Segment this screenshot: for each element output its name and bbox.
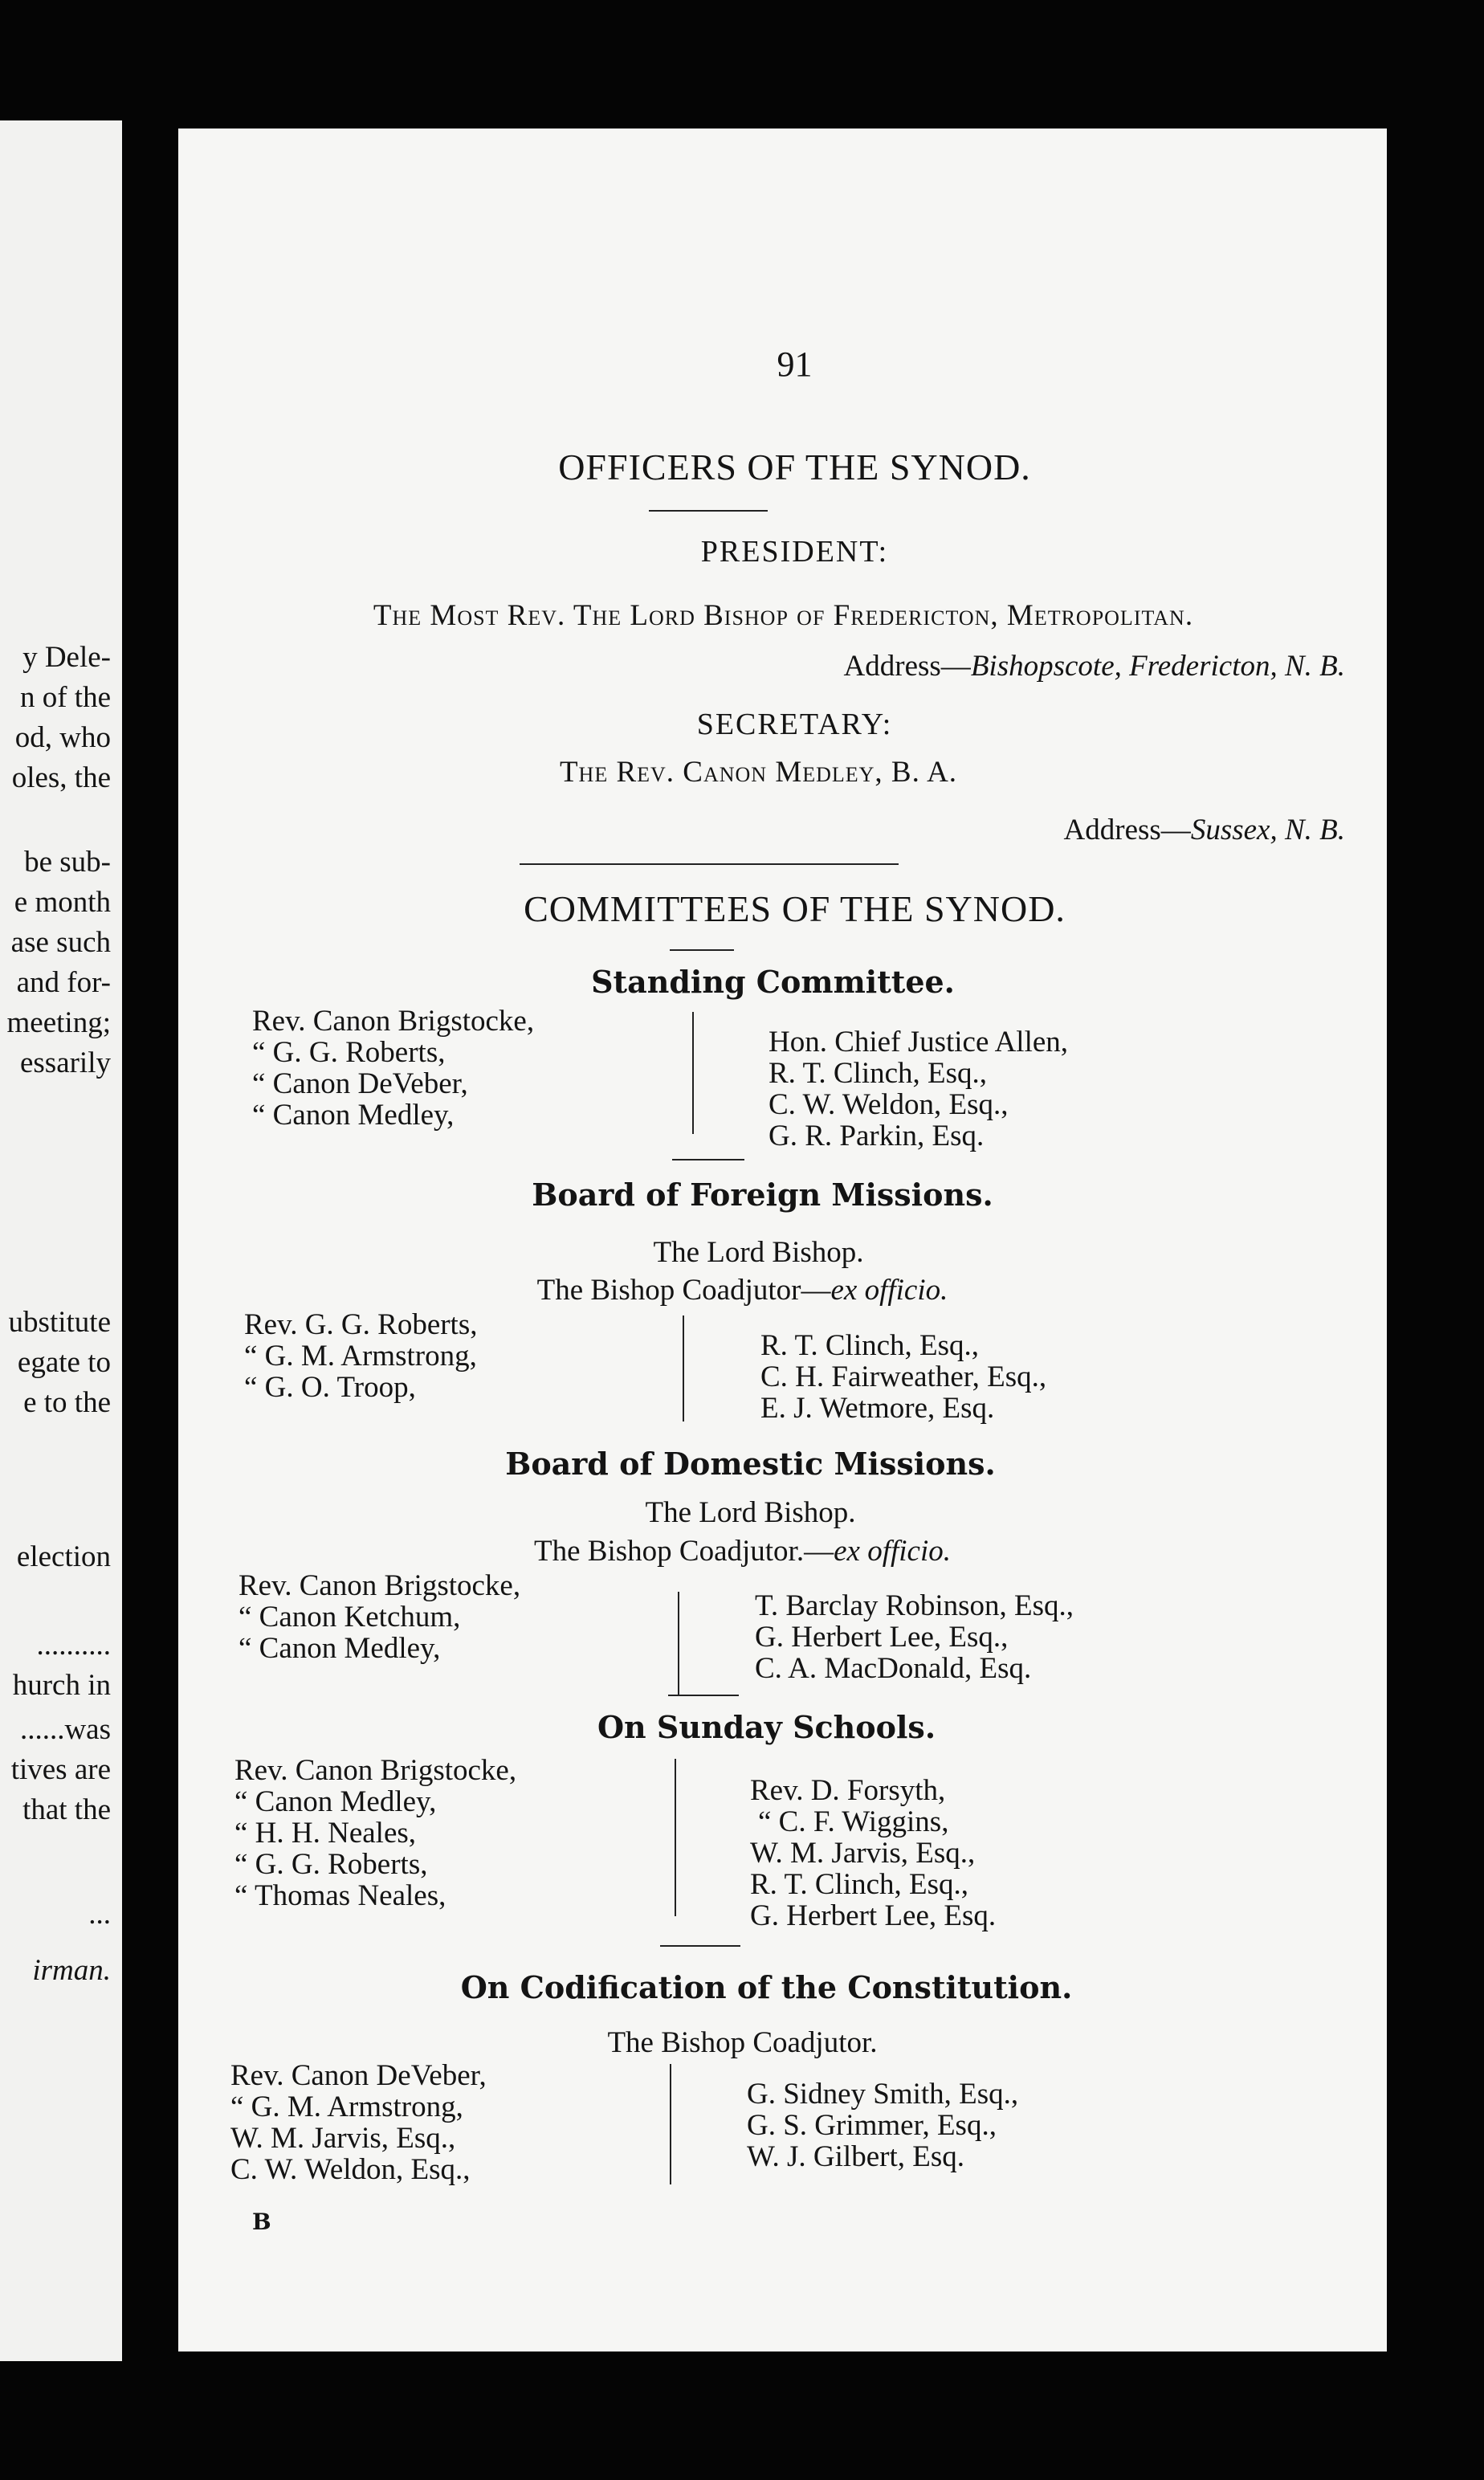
list-item: Rev. Canon Brigstocke, [252, 1005, 535, 1038]
facing-page-line: that the [22, 1793, 111, 1826]
president-name: The Most Rev. The Lord Bishop of Fredericton, Metropolitan. [373, 599, 1194, 632]
domestic-clergy-list [238, 1570, 520, 1664]
list-item: “ G. O. Troop, [244, 1371, 416, 1404]
foreign-missions-bishop: The Lord Bishop. [653, 1236, 864, 1269]
divider [520, 863, 899, 865]
facing-page-line: and for- [16, 966, 111, 999]
facing-page-line: oles, the [11, 761, 111, 794]
page-number: 91 [777, 345, 813, 384]
codification-second-list [747, 2078, 1018, 2172]
facing-page-line: ... [88, 1898, 111, 1931]
list-item: Hon. Chief Justice Allen, [768, 1026, 1069, 1058]
sunday-schools-heading: On Sunday Schools. [597, 1709, 936, 1745]
list-item: R. T. Clinch, Esq., [750, 1868, 969, 1901]
facing-page-line: irman. [32, 1954, 111, 1987]
domestic-missions-heading: Board of Domestic Missions. [505, 1446, 996, 1482]
domestic-missions-bishop: The Lord Bishop. [645, 1496, 856, 1529]
list-item: W. M. Jarvis, Esq., [230, 2122, 456, 2155]
document-page [178, 128, 1387, 2352]
facing-page-line: tives are [10, 1753, 111, 1786]
list-item: “ Thomas Neales, [234, 1879, 446, 1912]
facing-page-fragment [0, 120, 122, 2361]
list-item: G. S. Grimmer, Esq., [747, 2109, 997, 2142]
standing-committee-heading: Standing Committee. [591, 964, 955, 1000]
facing-page-line: essarily [19, 1046, 111, 1079]
facing-page-line: n of the [19, 681, 111, 714]
domestic-laity-list [755, 1590, 1074, 1684]
list-item: G. Herbert Lee, Esq. [750, 1899, 997, 1932]
officers-title: OFFICERS OF THE SYNOD. [558, 447, 1031, 487]
facing-page-line: ubstitute [8, 1306, 111, 1339]
standing-clergy-list [252, 1005, 534, 1131]
facing-page-line: be sub- [24, 846, 111, 879]
divider [649, 510, 768, 512]
column-divider [683, 1315, 684, 1422]
secretary-address: Address—Sussex, N. B. [1063, 814, 1345, 846]
foreign-clergy-list [244, 1309, 478, 1403]
facing-page-line: election [16, 1540, 111, 1573]
domestic-missions-coadjutor: The Bishop Coadjutor.—ex officio. [534, 1535, 951, 1568]
list-item: W. M. Jarvis, Esq., [750, 1837, 976, 1870]
facing-page-line: hurch in [12, 1669, 111, 1702]
facing-page-line: od, who [14, 721, 111, 754]
sunday-schools-second-list [750, 1775, 996, 1931]
list-item: “ Canon Medley, [252, 1099, 455, 1132]
list-item: Rev. G. G. Roberts, [244, 1308, 478, 1341]
list-item: W. J. Gilbert, Esq. [747, 2140, 964, 2173]
divider [670, 949, 734, 951]
facing-page-line: meeting; [6, 1006, 111, 1039]
list-item: “ Canon DeVeber, [252, 1067, 468, 1100]
list-item: “ C. F. Wiggins, [758, 1805, 949, 1838]
committees-title: COMMITTEES OF THE SYNOD. [524, 888, 1066, 929]
column-divider [675, 1759, 676, 1916]
foreign-missions-coadjutor: The Bishop Coadjutor—ex officio. [536, 1274, 948, 1307]
secretary-heading: SECRETARY: [696, 708, 893, 741]
list-item: E. J. Wetmore, Esq. [760, 1392, 995, 1425]
divider [660, 1945, 740, 1947]
facing-page-line: ase such [10, 926, 111, 959]
divider [672, 1159, 744, 1160]
president-heading: PRESIDENT: [700, 535, 889, 569]
list-item: Rev. Canon Brigstocke, [238, 1569, 521, 1602]
list-item: T. Barclay Robinson, Esq., [755, 1589, 1074, 1622]
column-divider [692, 1012, 694, 1134]
column-divider [670, 2064, 671, 2184]
list-item: “ H. H. Neales, [234, 1817, 417, 1850]
list-item: C. H. Fairweather, Esq., [760, 1360, 1047, 1393]
signature-mark: B [252, 2209, 271, 2235]
list-item: G. Herbert Lee, Esq., [755, 1621, 1009, 1654]
list-item: “ G. M. Armstrong, [230, 2090, 463, 2123]
sunday-schools-clergy-list [234, 1755, 516, 1911]
list-item: C. W. Weldon, Esq., [230, 2153, 471, 2186]
secretary-name: The Rev. Canon Medley, B. A. [559, 756, 958, 789]
codification-coadjutor: The Bishop Coadjutor. [607, 2026, 878, 2059]
list-item: Rev. Canon Brigstocke, [234, 1754, 517, 1787]
list-item: “ G. G. Roberts, [252, 1036, 446, 1069]
list-item: Rev. D. Forsyth, [750, 1774, 946, 1807]
foreign-laity-list [760, 1330, 1046, 1424]
list-item: “ Canon Medley, [238, 1632, 441, 1665]
standing-laity-list [768, 1026, 1068, 1152]
list-item: G. R. Parkin, Esq. [768, 1120, 985, 1152]
codification-heading: On Codification of the Constitution. [460, 1969, 1073, 2005]
list-item: C. A. MacDonald, Esq. [755, 1652, 1032, 1685]
list-item: C. W. Weldon, Esq., [768, 1088, 1009, 1121]
facing-page-line: e month [14, 886, 111, 919]
president-address: Address—Bishopscote, Fredericton, N. B. [843, 650, 1345, 683]
list-item: “ Canon Medley, [234, 1785, 437, 1818]
foreign-missions-heading: Board of Foreign Missions. [532, 1177, 993, 1213]
list-item: G. Sidney Smith, Esq., [747, 2078, 1019, 2111]
facing-page-line: y Dele- [22, 641, 111, 674]
list-item: “ G. G. Roberts, [234, 1848, 428, 1881]
list-item: R. T. Clinch, Esq., [760, 1329, 980, 1362]
facing-page-line: ......was [19, 1713, 111, 1746]
facing-page-line: .......... [36, 1629, 111, 1662]
facing-page-line: e to the [23, 1386, 111, 1419]
list-item: “ Canon Ketchum, [238, 1601, 461, 1634]
list-item: R. T. Clinch, Esq., [768, 1057, 988, 1090]
column-divider [678, 1592, 679, 1695]
divider [668, 1695, 739, 1696]
list-item: “ G. M. Armstrong, [244, 1340, 477, 1373]
facing-page-line: egate to [17, 1346, 111, 1379]
list-item: Rev. Canon DeVeber, [230, 2059, 487, 2092]
codification-first-list [230, 2060, 487, 2185]
